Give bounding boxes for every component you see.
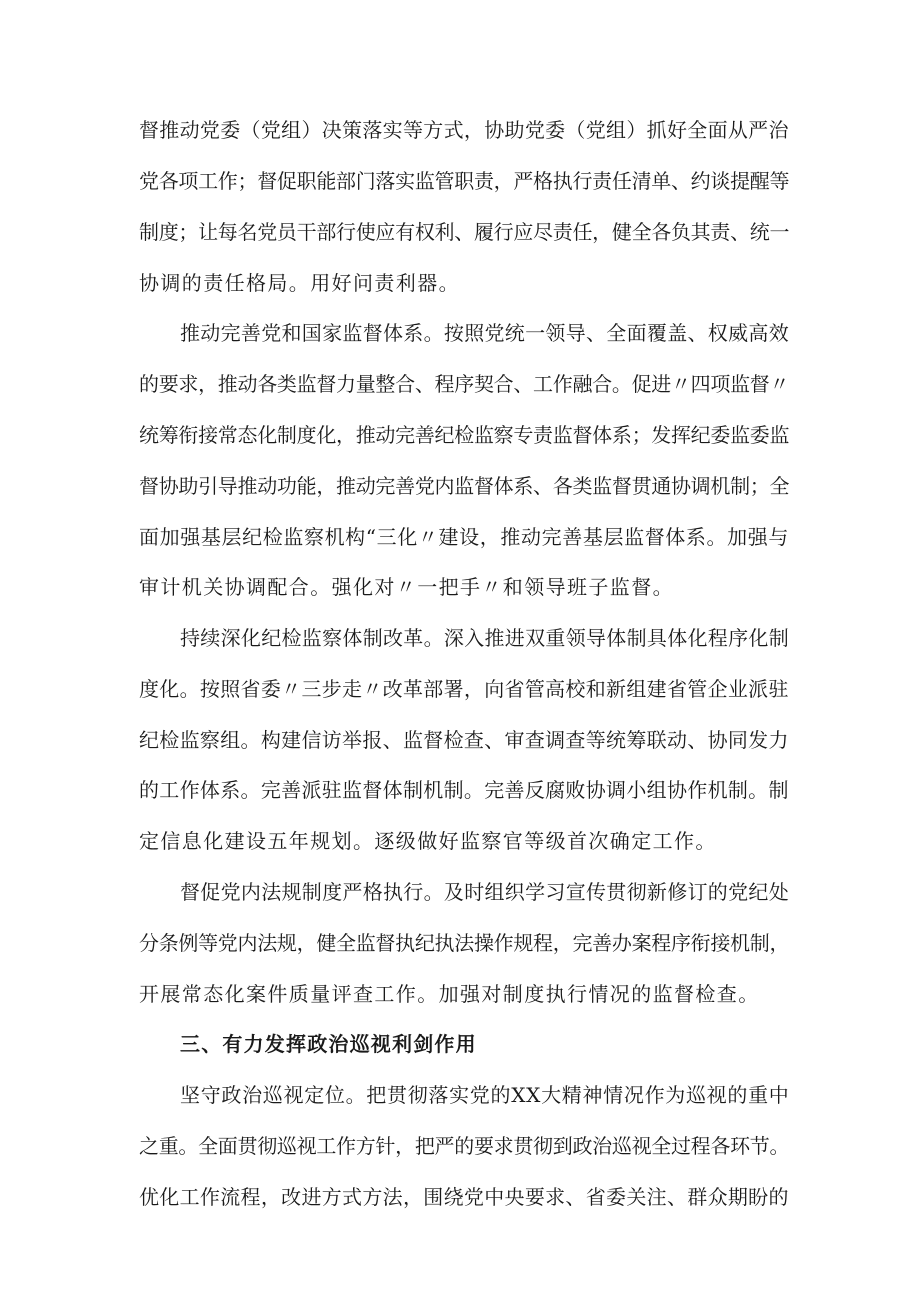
paragraph-line: 持续深化纪检监察体制改革。深入推进双重领导体制具体化程序化制: [180, 626, 789, 650]
paragraph-line: 面加强基层纪检监察机构“三化〃建设，推动完善基层监督体系。加强与: [139, 525, 790, 549]
paragraph-line: 的工作体系。完善派驻监督体制机制。完善反腐败协调小组协作机制。制: [139, 778, 789, 802]
paragraph-line: 度化。按照省委〃三步走〃改革部署，向省管高校和新组建省管企业派驻: [139, 677, 789, 701]
paragraph-line: 统筹衔接常态化制度化，推动完善纪检监察专责监督体系；发挥纪委监委监: [139, 423, 790, 447]
paragraph-line: 之重。全面贯彻巡视工作方针，把严的要求贯彻到政治巡视全过程各环节。: [139, 1134, 790, 1158]
paragraph-line: 开展常态化案件质量评查工作。加强对制度执行情况的监督检查。: [139, 982, 760, 1006]
paragraph-line: 推动完善党和国家监督体系。按照党统一领导、全面覆盖、权威高效: [180, 321, 789, 345]
paragraph-line: 优化工作流程，改进方式方法，围绕党中央要求、省委关注、群众期盼的: [139, 1185, 789, 1209]
paragraph-line: 定信息化建设五年规划。逐级做好监察官等级首次确定工作。: [139, 829, 717, 853]
section-heading: 三、有力发挥政治巡视利剑作用: [180, 1032, 477, 1056]
paragraph-line: 协调的责任格局。用好问责利器。: [139, 271, 460, 295]
paragraph-line: 分条例等党内法规，健全监督执纪执法操作规程，完善办案程序衔接机制，: [139, 931, 790, 955]
paragraph-line: 纪检监察组。构建信访举报、监督检查、审查调查等统筹联动、协同发力: [139, 728, 789, 752]
paragraph-line: 督协助引导推动功能，推动完善党内监督体系、各类监督贯通协调机制；全: [139, 474, 790, 498]
paragraph-line: 审计机关协调配合。强化对〃一把手〃和领导班子监督。: [139, 575, 674, 599]
paragraph-line: 党各项工作；督促职能部门落实监管职责，严格执行责任清单、约谈提醒等: [139, 169, 790, 193]
paragraph-line: 督推动党委（党组）决策落实等方式，协助党委（党组）抓好全面从严治: [139, 118, 789, 142]
paragraph-line: 制度；让每名党员干部行使应有权利、履行应尽责任，健全各负其责、统一: [139, 220, 790, 244]
paragraph-line: 坚守政治巡视定位。把贯彻落实党的XX大精神情况作为巡视的重中: [180, 1083, 790, 1107]
paragraph-line: 的要求，推动各类监督力量整合、程序契合、工作融合。促进〃四项监督〃: [139, 372, 790, 396]
paragraph-line: 督促党内法规制度严格执行。及时组织学习宣传贯彻新修订的党纪处: [180, 880, 789, 904]
